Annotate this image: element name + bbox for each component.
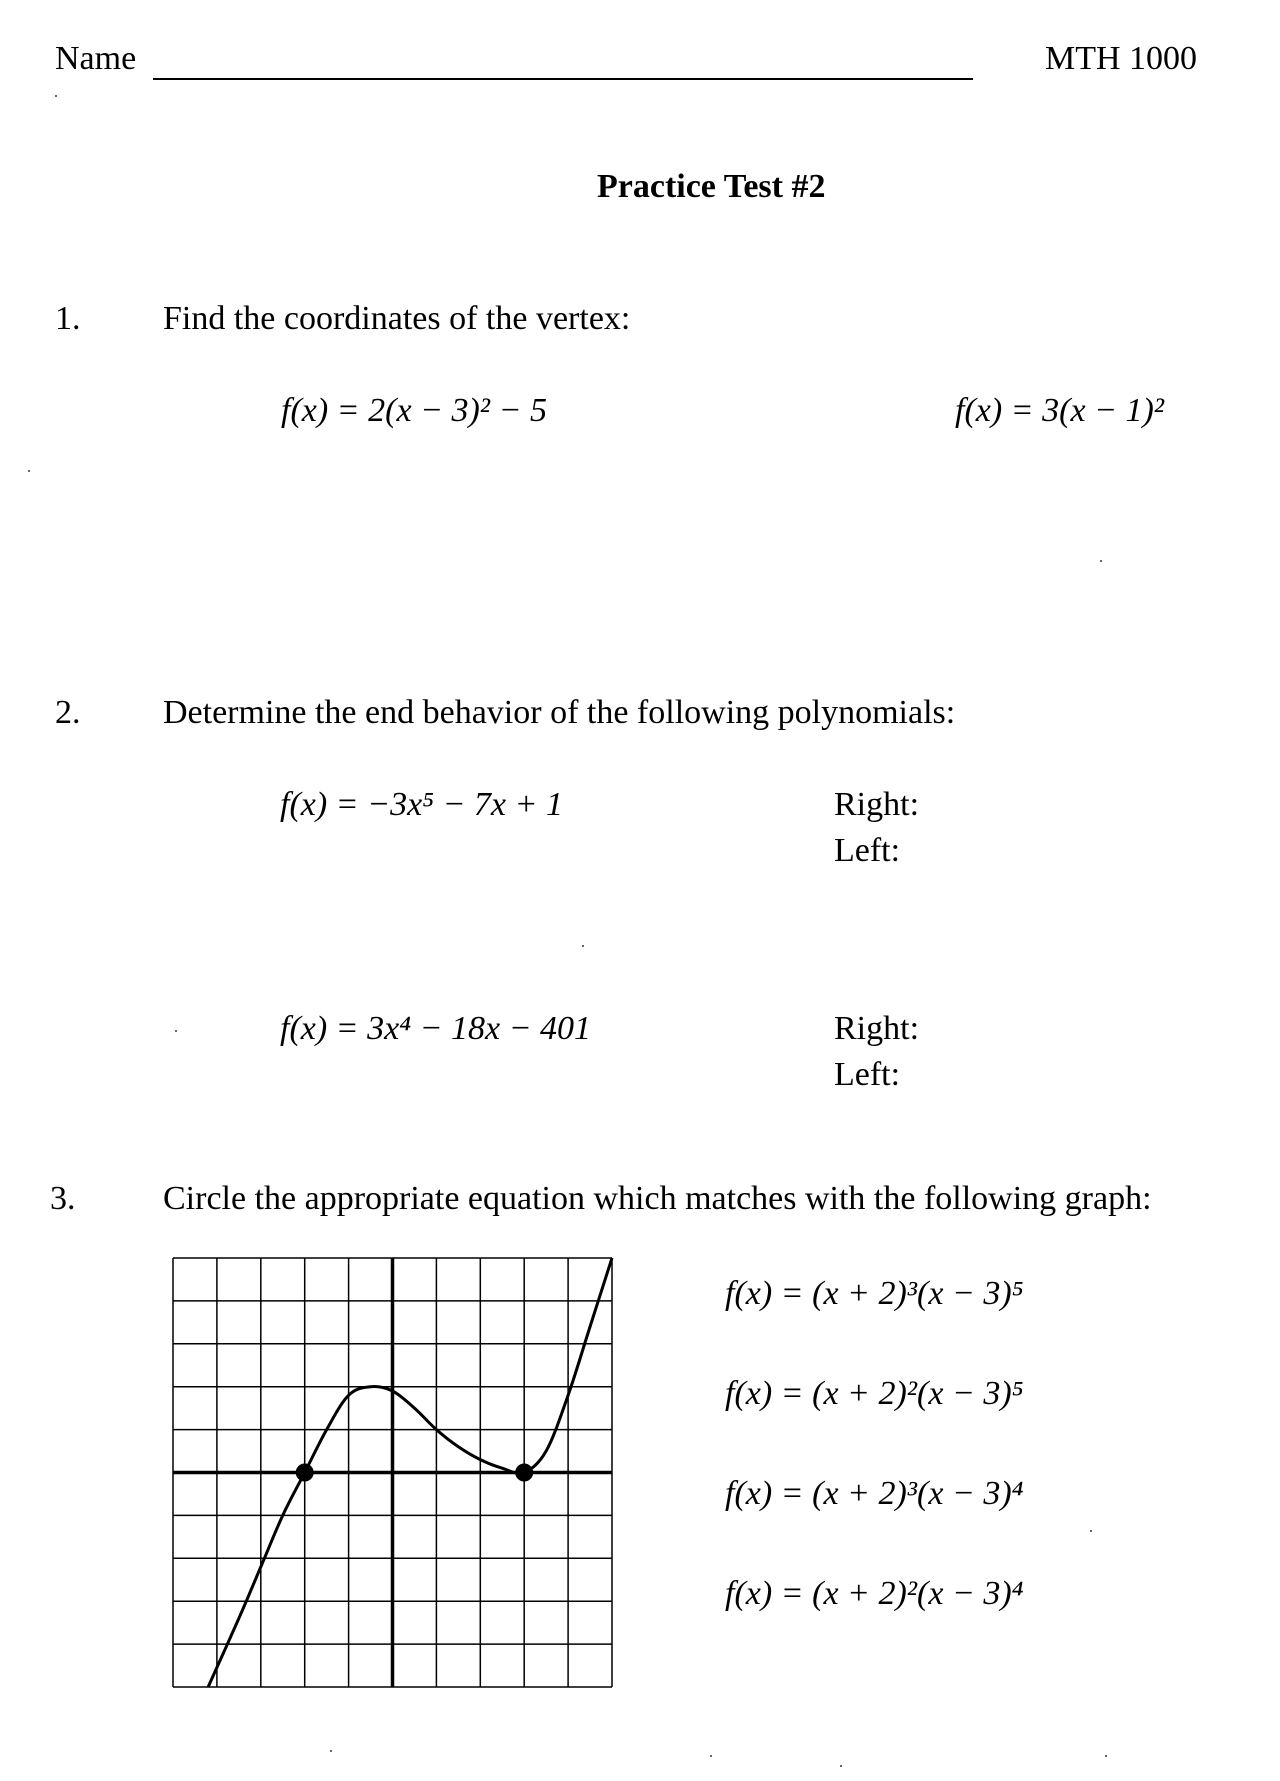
q2-equation-a: f(x) = −3x⁵ − 7x + 1 (280, 786, 563, 823)
q3-option-2[interactable]: f(x) = (x + 2)²(x − 3)⁵ (725, 1375, 1024, 1412)
scan-speck (28, 470, 30, 472)
q3-option-1[interactable]: f(x) = (x + 2)³(x − 3)⁵ (725, 1275, 1024, 1312)
q2-b-right-label: Right: (834, 1010, 920, 1047)
q3-prompt: Circle the appropriate equation which matches with the following graph: (163, 1180, 1152, 1217)
q1-number: 1. (55, 300, 81, 337)
name-label: Name (55, 40, 137, 77)
polynomial-graph (170, 1255, 615, 1690)
q2-b-left-label: Left: (834, 1056, 901, 1093)
scan-speck (710, 1755, 712, 1757)
scan-speck (582, 945, 584, 947)
scan-speck (1090, 1530, 1092, 1532)
scan-speck (1100, 560, 1102, 562)
scan-speck (55, 95, 57, 97)
q2-number: 2. (55, 694, 81, 731)
scan-speck (840, 1765, 842, 1767)
q1-equation-a: f(x) = 2(x − 3)² − 5 (281, 392, 547, 429)
q1-equation-b: f(x) = 3(x − 1)² (955, 392, 1164, 429)
x-intercept-point (296, 1464, 314, 1482)
page-title: Practice Test #2 (597, 168, 826, 205)
q3-option-3[interactable]: f(x) = (x + 2)³(x − 3)⁴ (725, 1475, 1024, 1512)
scan-speck (330, 1750, 332, 1752)
x-intercept-point (515, 1464, 533, 1482)
q2-a-right-label: Right: (834, 786, 920, 823)
course-code: MTH 1000 (1045, 40, 1198, 77)
name-field[interactable] (153, 78, 973, 80)
q2-a-left-label: Left: (834, 832, 901, 869)
q3-option-4[interactable]: f(x) = (x + 2)²(x − 3)⁴ (725, 1575, 1024, 1612)
q3-number: 3. (50, 1180, 76, 1217)
q2-equation-b: f(x) = 3x⁴ − 18x − 401 (280, 1010, 592, 1047)
scan-speck (1105, 1755, 1107, 1757)
q2-prompt: Determine the end behavior of the following polynomials: (163, 694, 956, 731)
q1-prompt: Find the coordinates of the vertex: (163, 300, 631, 337)
axes (173, 1258, 612, 1687)
scan-speck (175, 1030, 177, 1032)
